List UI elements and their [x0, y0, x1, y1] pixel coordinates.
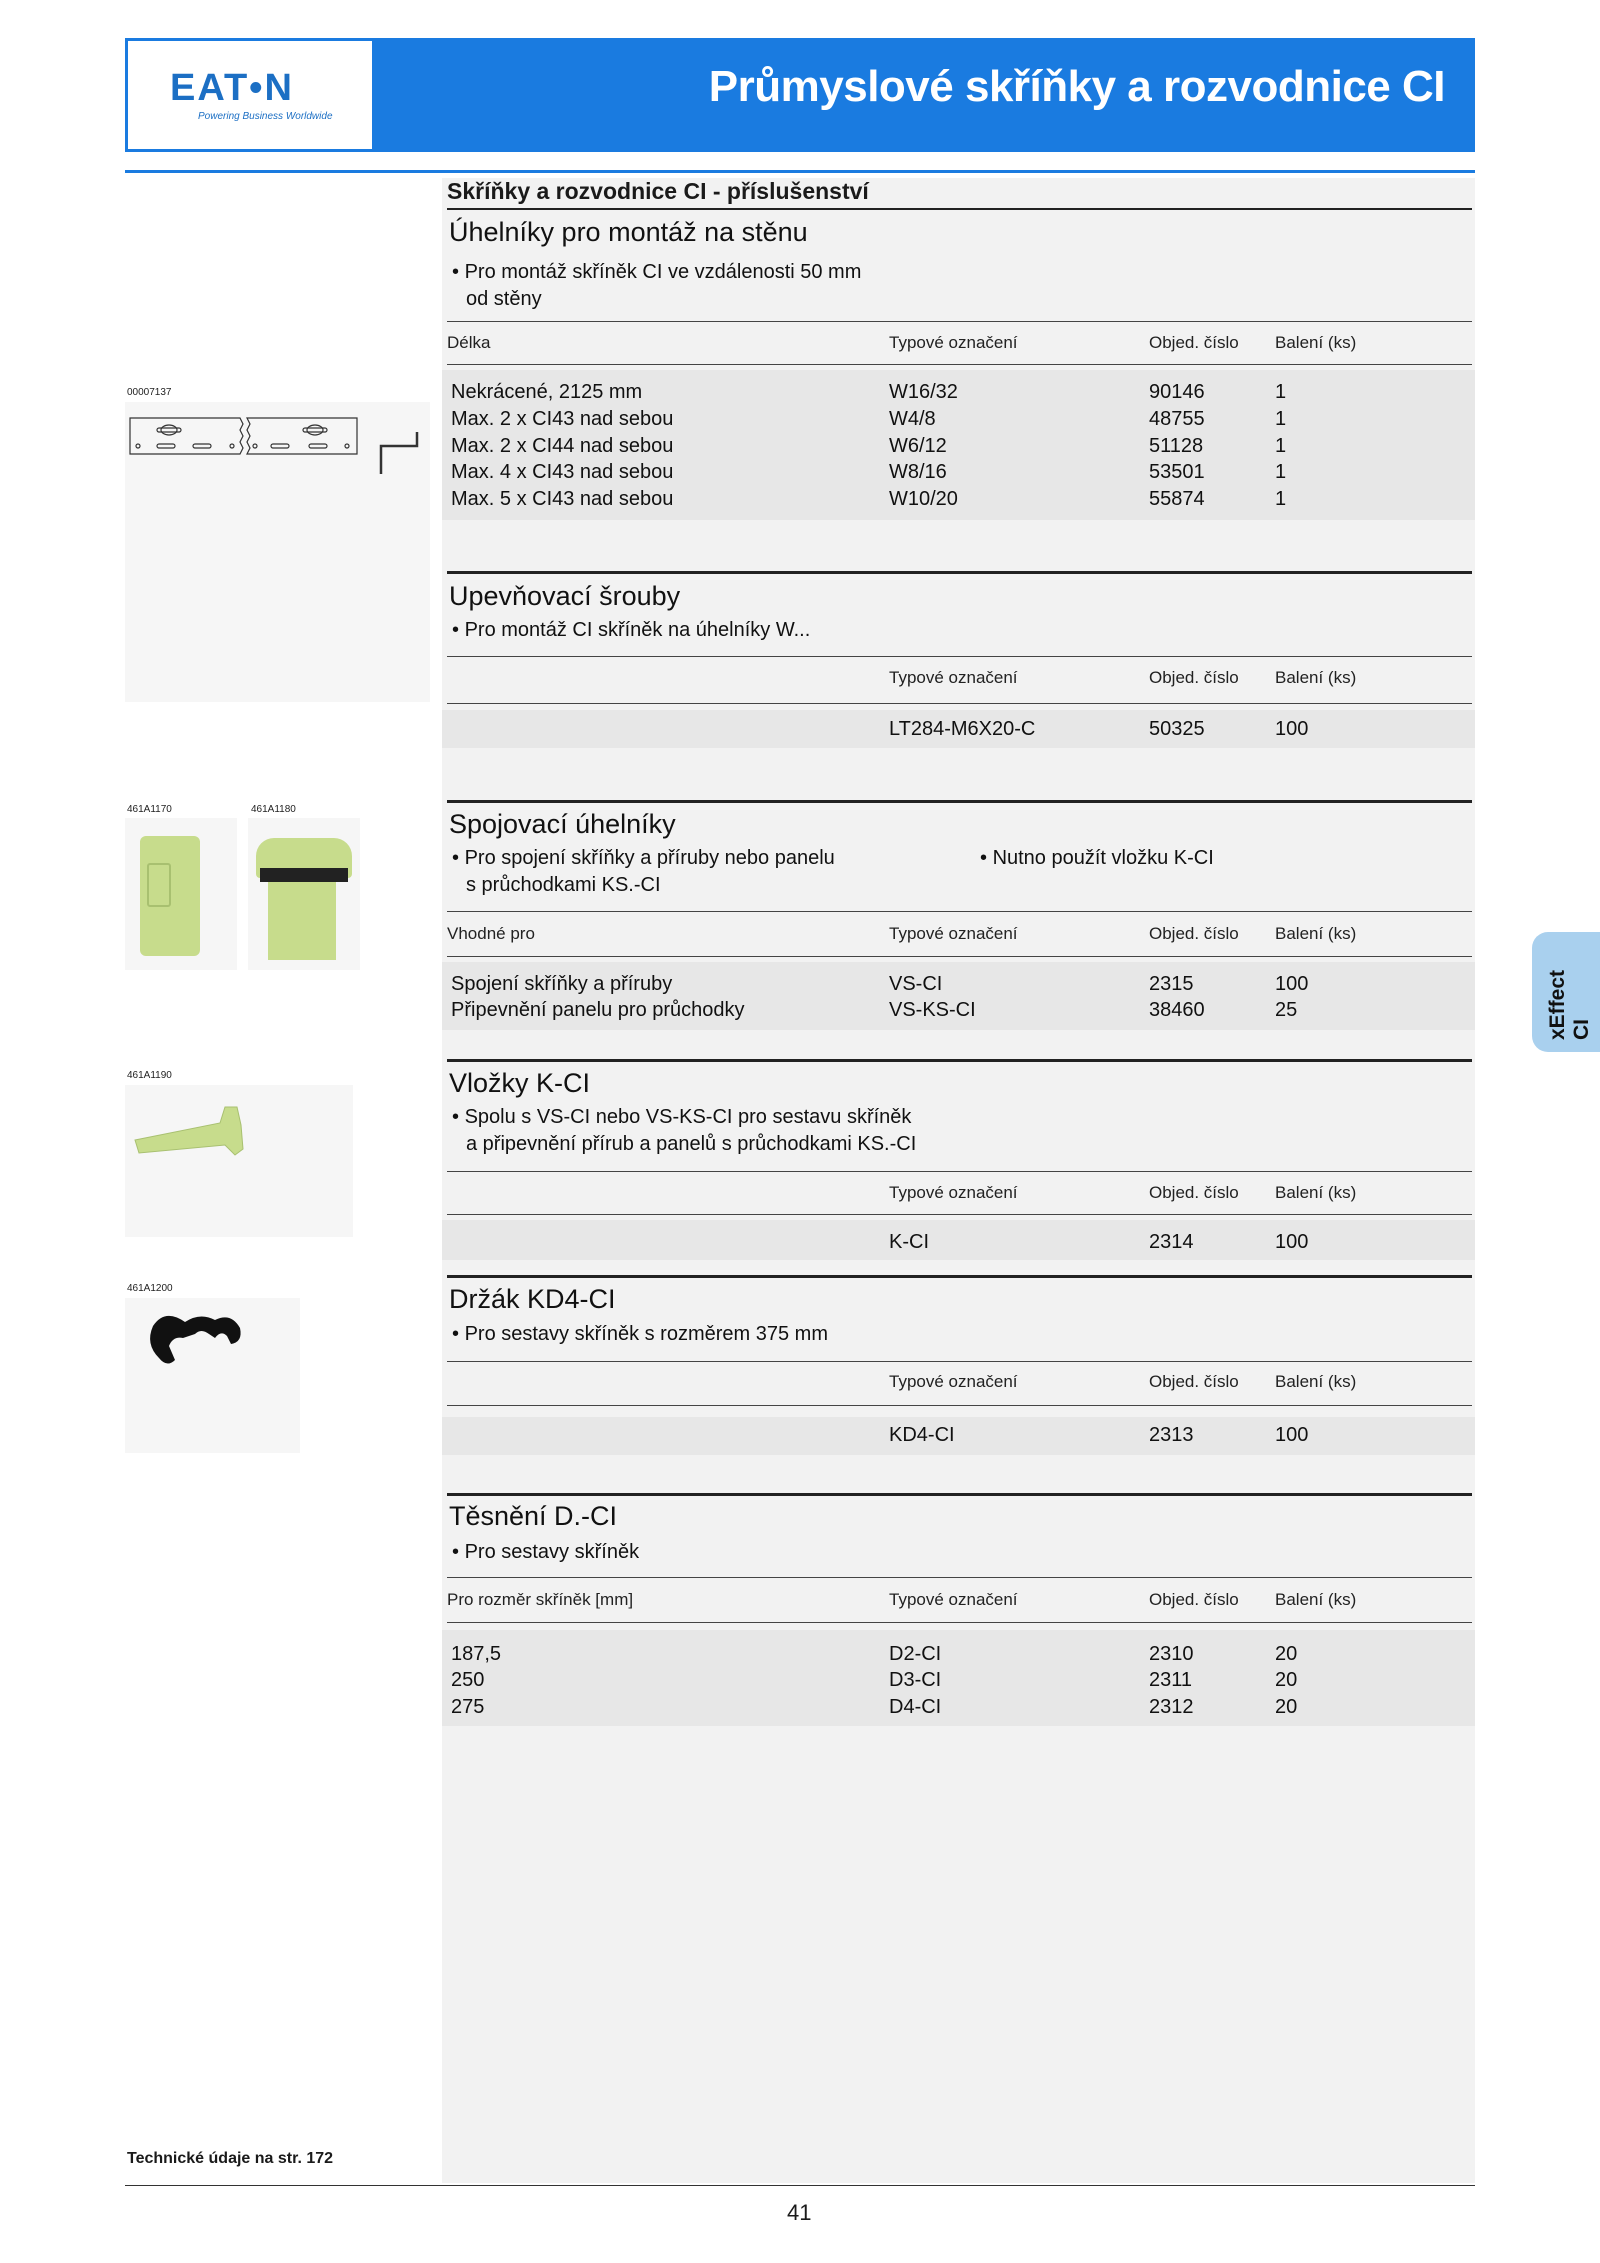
col-head-pack: Balení (ks) [1275, 1590, 1357, 1609]
eaton-logo [128, 41, 372, 149]
table-cell: 250 [451, 1669, 485, 1691]
col-head-order: Objed. číslo [1149, 1590, 1239, 1609]
table-rows-band [442, 1417, 1475, 1455]
table-cell: Max. 5 x CI43 nad sebou [451, 488, 674, 510]
table-cell: W8/16 [889, 461, 947, 483]
col-head-order: Objed. číslo [1149, 924, 1239, 943]
header-divider [125, 170, 1475, 173]
bullet-text: Pro spojení skříňky a příruby nebo panelu [464, 847, 835, 869]
table-cell: 2313 [1149, 1424, 1194, 1446]
block-rule [447, 800, 1472, 803]
table-cell: 187,5 [451, 1643, 502, 1665]
table-cell: 100 [1275, 973, 1309, 995]
connector-vs-ks-ci-image [248, 818, 360, 970]
bullet-text: Pro montáž skříněk CI ve vzdálenosti 50 mm [464, 261, 862, 283]
col-head-type: Typové označení [889, 1372, 1018, 1391]
table-cell: LT284-M6X20-C [889, 718, 1036, 740]
bullet-text: Nutno použít vložku K-CI [992, 847, 1214, 869]
footer-rule [125, 2185, 1475, 2186]
table-cell: Spojení skříňky a příruby [451, 973, 673, 995]
bullet-text: Pro montáž CI skříněk na úhelníky W... [464, 619, 811, 641]
bullet-drzak: • Pro sestavy skříněk s rozměrem 375 mm [452, 1323, 828, 1345]
table-cell: Max. 2 x CI43 nad sebou [451, 408, 674, 430]
table-head-rule [447, 364, 1472, 365]
bullet-uhelniky: • Pro montáž skříněk CI ve vzdálenosti 50 mm [452, 261, 862, 283]
table-cell: 48755 [1149, 408, 1205, 430]
table-cell: 50325 [1149, 718, 1205, 740]
bullet-text: Spolu s VS-CI nebo VS-KS-CI pro sestavu skříněk [464, 1106, 912, 1128]
col-head-order: Objed. číslo [1149, 1183, 1239, 1202]
image-code: 461A1200 [127, 1283, 173, 1294]
block-title-spojovaci: Spojovací úhelníky [449, 809, 676, 839]
table-cell: 2315 [1149, 973, 1194, 995]
page-number: 41 [787, 2200, 812, 2225]
table-cell: VS-CI [889, 973, 943, 995]
table-cell: Max. 2 x CI44 nad sebou [451, 435, 674, 457]
wall-bracket-drawing [125, 402, 430, 492]
bullet-spojovaci: • Pro spojení skříňky a příruby nebo panelu [452, 847, 835, 869]
col-head-pack: Balení (ks) [1275, 1372, 1357, 1391]
logo-tagline: Powering Business Worldwide [198, 111, 333, 122]
connector-vs-ci-image [125, 818, 237, 970]
table-cell: 2314 [1149, 1231, 1194, 1253]
block-title-srouby: Upevňovací šrouby [449, 581, 681, 611]
insert-k-ci-image [125, 1085, 353, 1237]
table-top-rule [447, 656, 1472, 657]
table-cell: VS-KS-CI [889, 999, 976, 1021]
table-cell: 20 [1275, 1643, 1298, 1665]
bullet-vlozky-cont: a připevnění přírub a panelů s průchodkami KS.-CI [466, 1133, 917, 1155]
block-rule [447, 571, 1472, 574]
bullet-text: Pro sestavy skříněk s rozměrem 375 mm [464, 1323, 828, 1345]
col-head-type: Typové označení [889, 924, 1018, 943]
table-cell: W10/20 [889, 488, 958, 510]
col-head-order: Objed. číslo [1149, 668, 1239, 687]
col-head-type: Typové označení [889, 1183, 1018, 1202]
block-rule [447, 1493, 1472, 1496]
image-code: 461A1180 [251, 804, 296, 815]
col-head-pack: Balení (ks) [1275, 924, 1357, 943]
page-title: Průmyslové skříňky a rozvodnice CI [708, 62, 1445, 111]
block-rule [447, 1275, 1472, 1278]
table-cell: 20 [1275, 1669, 1298, 1691]
table-cell: W6/12 [889, 435, 947, 457]
block-title-drzak: Držák KD4-CI [449, 1284, 616, 1314]
col-head-rozmer: Pro rozměr skříněk [mm] [447, 1590, 634, 1609]
image-code: 461A1190 [127, 1070, 172, 1081]
table-cell: KD4-CI [889, 1424, 955, 1446]
table-top-rule [447, 1577, 1472, 1578]
connector-gasket [260, 868, 348, 882]
holder-drawing [125, 1298, 300, 1453]
col-head-vhodne: Vhodné pro [447, 924, 535, 943]
logo-wordmark: EAT•N [170, 67, 294, 109]
bullet-tesneni: • Pro sestavy skříněk [452, 1541, 640, 1563]
bullet-uhelniky-cont: od stěny [466, 288, 542, 310]
table-head-rule [447, 1214, 1472, 1215]
side-tab-label [1546, 970, 1594, 1040]
table-cell: D3-CI [889, 1669, 942, 1691]
col-head-type: Typové označení [889, 1590, 1018, 1609]
col-head-type: Typové označení [889, 333, 1018, 352]
table-cell: W4/8 [889, 408, 936, 430]
table-cell: D2-CI [889, 1643, 942, 1665]
col-head-order: Objed. číslo [1149, 1372, 1239, 1391]
block-title-uhelniky: Úhelníky pro montáž na stěnu [449, 217, 808, 247]
col-head-pack: Balení (ks) [1275, 333, 1357, 352]
table-cell: 2312 [1149, 1696, 1194, 1718]
block-title-tesneni: Těsnění D.-CI [449, 1501, 618, 1531]
table-rows-band [442, 1630, 1475, 1726]
tech-data-note: Technické údaje na str. 172 [127, 2150, 334, 2167]
table-cell: W16/32 [889, 381, 958, 403]
table-cell: 51128 [1149, 435, 1204, 457]
bullet-spojovaci-2: • Nutno použít vložku K-CI [980, 847, 1214, 869]
table-cell: Max. 4 x CI43 nad sebou [451, 461, 674, 483]
section-rule [447, 208, 1472, 210]
table-cell: Připevnění panelu pro průchodky [451, 999, 745, 1021]
connector-slot [147, 863, 171, 907]
table-cell: 100 [1275, 1231, 1309, 1253]
table-top-rule [447, 1361, 1472, 1362]
image-code: 461A1170 [127, 804, 172, 815]
table-cell: Nekrácené, 2125 mm [451, 381, 643, 403]
wall-bracket-image [125, 402, 430, 702]
table-head-rule [447, 703, 1472, 704]
col-head-type: Typové označení [889, 668, 1018, 687]
block-rule [447, 1059, 1472, 1062]
table-cell: 25 [1275, 999, 1298, 1021]
table-head-rule [447, 1405, 1472, 1406]
table-top-rule [447, 911, 1472, 912]
table-cell: 90146 [1149, 381, 1205, 403]
table-cell: 1 [1275, 461, 1287, 483]
holder-kd4-ci-image [125, 1298, 300, 1453]
side-tab-line1: xEffect [1546, 969, 1569, 1040]
table-cell: 55874 [1149, 488, 1205, 510]
bullet-text: Pro sestavy skříněk [464, 1541, 640, 1563]
table-cell: 1 [1275, 488, 1287, 510]
insert-drawing [125, 1085, 353, 1237]
table-cell: K-CI [889, 1231, 929, 1253]
table-cell: 38460 [1149, 999, 1205, 1021]
section-title: Skříňky a rozvodnice CI - příslušenství [447, 178, 869, 204]
col-head-pack: Balení (ks) [1275, 1183, 1357, 1202]
table-cell: 2311 [1149, 1669, 1193, 1691]
bullet-spojovaci-cont: s průchodkami KS.-CI [466, 874, 661, 896]
bullet-srouby: • Pro montáž CI skříněk na úhelníky W... [452, 619, 811, 641]
table-cell: 53501 [1149, 461, 1205, 483]
table-cell: 1 [1275, 435, 1287, 457]
block-title-vlozky: Vložky K-CI [449, 1068, 591, 1098]
col-head-pack: Balení (ks) [1275, 668, 1357, 687]
table-cell: 1 [1275, 408, 1287, 430]
connector-base [268, 882, 336, 960]
table-cell: 275 [451, 1696, 485, 1718]
table-cell: D4-CI [889, 1696, 942, 1718]
table-cell: 100 [1275, 1424, 1309, 1446]
bullet-vlozky: • Spolu s VS-CI nebo VS-KS-CI pro sestavu skříněk [452, 1106, 912, 1128]
table-top-rule [447, 1171, 1472, 1172]
col-head-order: Objed. číslo [1149, 333, 1239, 352]
side-tab-line2: CI [1570, 1019, 1593, 1040]
table-top-rule [447, 321, 1472, 322]
table-cell: 1 [1275, 381, 1287, 403]
table-head-rule [447, 1622, 1472, 1623]
table-cell: 100 [1275, 718, 1309, 740]
table-cell: 20 [1275, 1696, 1298, 1718]
table-rows-band [442, 1220, 1475, 1260]
col-head-delka: Délka [447, 333, 491, 352]
table-head-rule [447, 956, 1472, 957]
table-cell: 2310 [1149, 1643, 1194, 1665]
image-code: 00007137 [127, 387, 172, 398]
